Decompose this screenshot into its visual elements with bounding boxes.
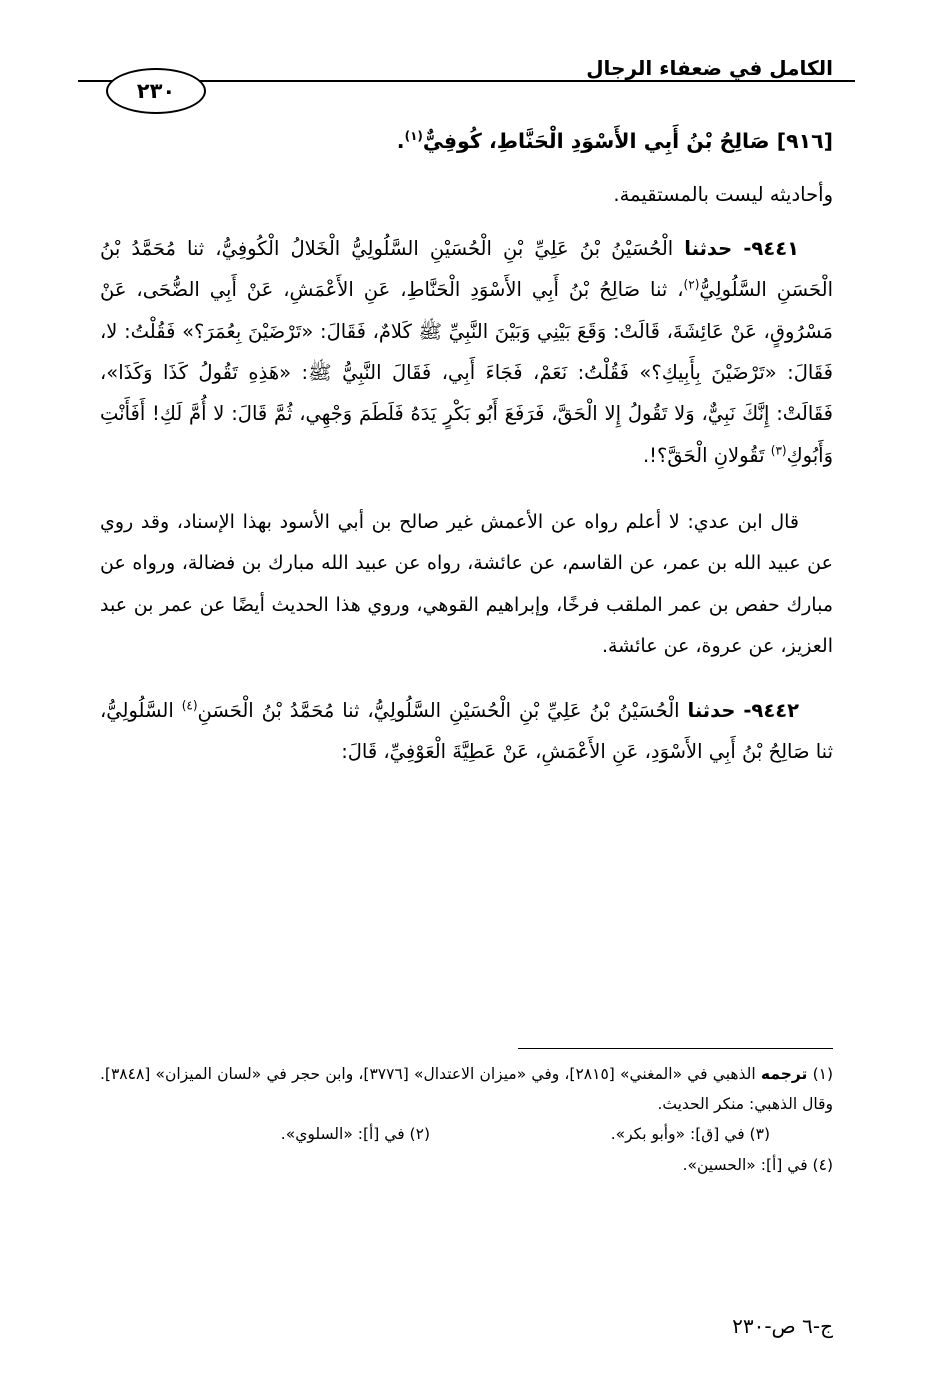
footnote-marker-2: (٢): [409, 1125, 430, 1144]
footnote-text-3: في [ق]: «وأبو بكر».: [610, 1125, 745, 1144]
footnote-text-1: الذهبي في «المغني» [٢٨١٥]، وفي «ميزان الاعتدال» [٣٧٧٦]، وابن حجر في «لسان الميزان» [٣٨٤٨]. وقال الذهبي: منكر الحديث.: [100, 1065, 833, 1114]
footnote-item-3: [430, 1119, 770, 1149]
hadith-9441: [100, 228, 833, 476]
hadith-9441-footnote-marker-2: (٢): [683, 277, 700, 292]
footnote-item-2: [100, 1119, 430, 1149]
hadith-9441-label: حدثنا: [684, 236, 733, 260]
footnote-marker-4: (٤): [812, 1155, 833, 1174]
page-footer: ج-٦ ص-٢٣٠: [732, 1314, 833, 1338]
hadith-9441-footnote-marker-3: (٣): [770, 443, 787, 458]
entry-heading-period: .: [396, 129, 405, 153]
hadith-9441-text-part3: تَقُولانِ الْحَقَّ؟!.: [642, 443, 765, 467]
footnote-marker-3: (٣): [749, 1125, 770, 1144]
hadith-9442: [100, 690, 833, 773]
entry-heading-footnote-marker: (١): [404, 129, 423, 144]
page-number-badge: ٢٣٠: [106, 68, 206, 114]
entry-comment: وأحاديثه ليست بالمستقيمة.: [613, 182, 833, 206]
hadith-9442-label: حدثنا: [687, 698, 736, 722]
entry-heading: [100, 122, 833, 161]
hadith-9441-text-part2: ، ثنا صَالِحُ بْنُ أَبِي الأَسْوَدِ الْحَنَّاطِ، عَنِ الأَعْمَشِ، عَنْ أَبِي الضُّحَى، عَنْ مَسْرُوقٍ، عَنْ عَائِشَةَ، قَالَتْ: وَقَعَ بَيْنِي وَبَيْنَ النَّبِيِّ ﷺ كَلامٌ، فَقَالَ: «تَرْضَيْنَ بِعُمَرَ؟» فَقُلْتُ: لا، فَقَالَ: «تَرْضَيْنَ بِأَبِيكِ؟» فَقُلْتُ: نَعَمْ، فَجَاءَ أَبِي، فَقَالَ النَّبِيُّ ﷺ: «هَذِهِ تَقُولُ كَذَا وَكَذَا»، فَقَالَتْ: إِنَّكَ نَبِيٌّ، وَلا تَقُولُ إِلا الْحَقَّ، فَرَفَعَ أَبُو بَكْرٍ يَدَهُ فَلَطَمَ وَجْهِي، ثُمَّ قَالَ: لا أُمَّ لَكِ! أَفَأَنْتِ وَأَبُوكِ: [100, 278, 833, 467]
page-header: [78, 28, 855, 103]
footnote-lead-1: ترجمه: [760, 1065, 808, 1083]
page-content: [100, 104, 833, 772]
footnote-divider: [518, 1048, 833, 1049]
footnotes-section: [100, 1048, 833, 1180]
ibn-adi-comment: قال ابن عدي: لا أعلم رواه عن الأعمش غير صالح بن أبي الأسود بهذا الإسناد، وقد روي عن عبيد الله بن عمر، عن القاسم، عن عائشة، رواه عن عبيد الله مبارك بن فضالة، ورواه عن مبارك حفص بن عمر الملقب فرخًا، وإبراهيم القوهي، وروي هذا الحديث أيضًا عن عمر بن عبد العزيز، عن عروة، عن عائشة.: [100, 510, 833, 658]
footnote-text-2: في [أ]: «السلوي».: [280, 1125, 405, 1144]
hadith-9442-text: الْحُسَيْنُ بْنُ عَلِيِّ بْنِ الْحُسَيْنِ السَّلُولِيُّ، ثنا مُحَمَّدُ بْنُ الْحَسَنِ: [197, 698, 680, 722]
hadith-9442-text-part2: السَّلُولِيُّ، ثنا صَالِحُ بْنُ أَبِي الأَسْوَدِ، عَنِ الأَعْمَشِ، عَنْ عَطِيَّةَ الْعَوْفِيِّ، قَالَ:: [100, 698, 833, 763]
hadith-9441-number: ٩٤٤١-: [743, 236, 800, 260]
footnote-text-4: في [أ]: «الحسين».: [682, 1155, 808, 1174]
footnote-item-1: [100, 1059, 833, 1119]
footnote-item-4: [100, 1150, 833, 1180]
hadith-9442-footnote-marker-4: (٤): [181, 698, 198, 713]
book-title: الكامل في ضعفاء الرجال: [586, 56, 833, 80]
hadith-9442-number: ٩٤٤٢-: [743, 698, 800, 722]
entry-heading-text: [٩١٦] صَالِحُ بْنُ أَبِي الأَسْوَدِ الْحَنَّاطِ، كُوفِيٌّ: [422, 129, 833, 153]
footnote-row-2-3: [100, 1119, 833, 1149]
footnote-marker-1: (١): [812, 1065, 834, 1083]
hadith-9441-text: الْحُسَيْنُ بْنُ عَلِيِّ بْنِ الْحُسَيْنِ السَّلُولِيُّ الْخَلالُ الْكُوفِيُّ، ثنا مُحَمَّدُ بْنُ الْحَسَنِ السَّلُولِيُّ: [100, 236, 833, 302]
